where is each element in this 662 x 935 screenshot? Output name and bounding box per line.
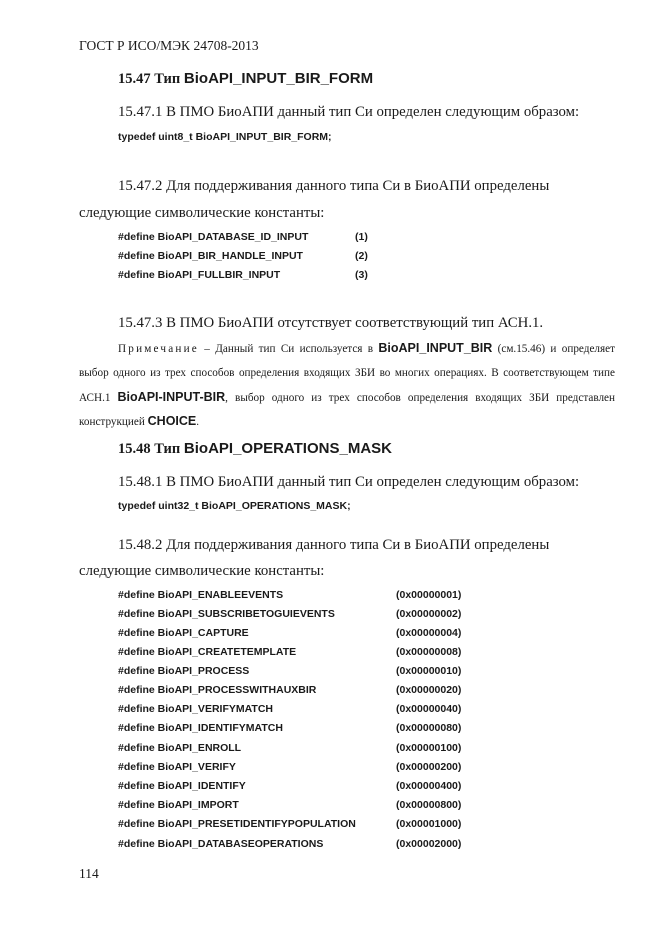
note-code-asn1: BioAPI-INPUT-BIR: [117, 389, 226, 404]
define-row: [118, 231, 578, 245]
define-row: [118, 627, 578, 641]
paragraph-15-48-2-line1: 15.48.2 Для поддерживания данного типа Си в БиоАПИ определены: [118, 537, 550, 553]
define-value: (0x00000001): [396, 589, 462, 601]
note-label: Примечание: [118, 343, 199, 355]
define-row: [118, 838, 578, 852]
define-name: #define BioAPI_CREATETEMPLATE: [118, 646, 297, 658]
define-name: #define BioAPI_IMPORT: [118, 799, 239, 811]
define-name: #define BioAPI_PROCESSWITHAUXBIR: [118, 684, 317, 696]
define-row: [118, 250, 578, 264]
define-value: (2): [355, 250, 368, 262]
define-row: [118, 703, 578, 717]
define-row: [118, 646, 578, 660]
define-value: (3): [355, 269, 368, 281]
paragraph-15-47-1: 15.47.1 В ПМО БиоАПИ данный тип Си определен следующим образом:: [118, 104, 580, 120]
define-value: (0x00000002): [396, 608, 462, 620]
define-value: (0x00000400): [396, 780, 462, 792]
define-name: #define BioAPI_FULLBIR_INPUT: [118, 269, 281, 281]
paragraph-15-47-2-line2: следующие символические константы:: [79, 205, 325, 221]
note-text: – Данный тип Си используется в: [198, 343, 379, 355]
define-value: (0x00000008): [396, 646, 462, 658]
define-value: (1): [355, 231, 368, 243]
typedef-line: typedef uint8_t BioAPI_INPUT_BIR_FORM;: [118, 131, 332, 143]
define-name: #define BioAPI_CAPTURE: [118, 627, 249, 639]
define-row: [118, 761, 578, 775]
define-value: (0x00000080): [396, 722, 462, 734]
section-heading-15-48: [118, 440, 392, 458]
paragraph-15-47-3: 15.47.3 В ПМО БиоАПИ отсутствует соответствующий тип АСН.1.: [118, 315, 544, 331]
heading-prefix: 15.48 Тип: [118, 441, 184, 457]
define-name: #define BioAPI_BIR_HANDLE_INPUT: [118, 250, 303, 262]
define-name: #define BioAPI_VERIFY: [118, 761, 236, 773]
define-name: #define BioAPI_ENROLL: [118, 742, 242, 754]
define-row: [118, 780, 578, 794]
define-row: [118, 799, 578, 813]
typedef-line: typedef uint32_t BioAPI_OPERATIONS_MASK;: [118, 500, 351, 512]
define-row: [118, 608, 578, 622]
note-text: (см.15.46) и определяет выбор одного из трех способов определения входящих ЗБИ во многих операциях. В соответствующем типе АСН.1: [79, 343, 615, 404]
paragraph-15-48-1: 15.48.1 В ПМО БиоАПИ данный тип Си определен следующим образом:: [118, 474, 580, 490]
paragraph-15-48-2-line2: следующие символические константы:: [79, 563, 325, 579]
define-name: #define BioAPI_PRESETIDENTIFYPOPULATION: [118, 818, 356, 830]
define-name: #define BioAPI_IDENTIFY: [118, 780, 246, 792]
define-name: #define BioAPI_DATABASEOPERATIONS: [118, 838, 324, 850]
define-name: #define BioAPI_DATABASE_ID_INPUT: [118, 231, 309, 243]
define-row: [118, 665, 578, 679]
note-code-input-bir: BioAPI_INPUT_BIR: [378, 341, 493, 355]
define-row: [118, 269, 578, 283]
define-value: (0x00000020): [396, 684, 462, 696]
note-text: .: [196, 416, 200, 429]
define-value: (0x00000100): [396, 742, 462, 754]
define-row: [118, 684, 578, 698]
define-value: (0x00001000): [396, 818, 462, 830]
page-number: 114: [79, 866, 99, 881]
define-name: #define BioAPI_SUBSCRIBETOGUIEVENTS: [118, 608, 335, 620]
define-name: #define BioAPI_VERIFYMATCH: [118, 703, 273, 715]
define-row: [118, 722, 578, 736]
note-code-choice: CHOICE: [147, 414, 197, 429]
define-value: (0x00000800): [396, 799, 462, 811]
paragraph-15-47-2-line1: 15.47.2 Для поддерживания данного типа Си в БиоАПИ определены: [118, 178, 550, 194]
define-value: (0x00000010): [396, 665, 462, 677]
define-name: #define BioAPI_PROCESS: [118, 665, 250, 677]
define-value: (0x00000200): [396, 761, 462, 773]
note-paragraph: [79, 337, 615, 435]
define-name: #define BioAPI_IDENTIFYMATCH: [118, 722, 283, 734]
heading-prefix: 15.47 Тип: [118, 71, 184, 87]
define-value: (0x00000004): [396, 627, 462, 639]
define-row: [118, 742, 578, 756]
heading-code: BioAPI_INPUT_BIR_FORM: [183, 70, 374, 87]
section-heading-15-47: [118, 70, 373, 88]
note-text: , выбор одного из трех способов определения входящих ЗБИ представлен конструкцией: [79, 391, 615, 429]
define-name: #define BioAPI_ENABLEEVENTS: [118, 589, 284, 601]
define-value: (0x00002000): [396, 838, 462, 850]
define-row: [118, 818, 578, 832]
define-row: [118, 589, 578, 603]
page-header: ГОСТ Р ИСО/МЭК 24708-2013: [79, 38, 259, 53]
heading-code: BioAPI_OPERATIONS_MASK: [183, 440, 392, 457]
define-value: (0x00000040): [396, 703, 462, 715]
